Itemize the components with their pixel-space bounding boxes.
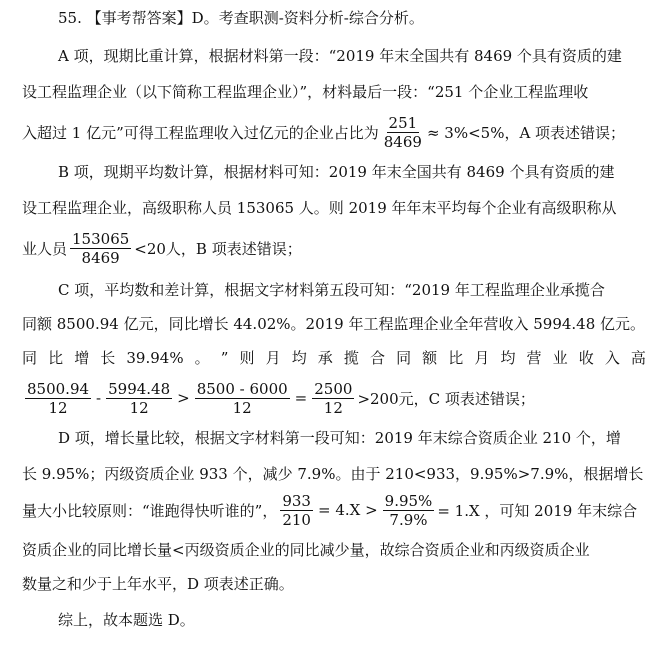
option-c-line-1: C 项，平均数和差计算，根据文字材料第五段可知：“2019 年工程监理企业承揽合 bbox=[58, 281, 605, 299]
fraction-numerator: 8500.94 bbox=[27, 379, 90, 398]
c-char: 39.94% bbox=[126, 349, 184, 367]
c-char: 额 bbox=[422, 349, 438, 367]
c-char: 营 bbox=[526, 349, 542, 367]
option-d-line-1: D 项，增长量比较，根据文字材料第一段可知：2019 年末综合资质企业 210 个，增 bbox=[58, 429, 621, 447]
fraction-numerator: 251 bbox=[388, 113, 418, 132]
fraction-denominator: 12 bbox=[129, 398, 149, 417]
option-b-line-1: B 项，现期平均数计算，根据材料可知：2019 年末全国共有 8469 个具有资质的建 bbox=[58, 163, 615, 181]
answer-letter: D。 bbox=[191, 9, 219, 27]
c-char: 月 bbox=[474, 349, 490, 367]
c-char: 则 bbox=[239, 349, 255, 367]
option-b-text-post: <20人，B 项表述错误； bbox=[134, 239, 302, 258]
c-char: 高 bbox=[630, 349, 646, 367]
fraction-denominator: 12 bbox=[48, 398, 68, 417]
c-char: 均 bbox=[291, 349, 307, 367]
fraction-numerator: 933 bbox=[282, 491, 311, 510]
option-c-line-3 bbox=[22, 346, 646, 370]
operator-minus: - bbox=[96, 389, 102, 407]
fraction-denominator: 8469 bbox=[383, 132, 422, 151]
fraction-denominator: 210 bbox=[282, 510, 311, 529]
operator-greater: > bbox=[177, 389, 190, 407]
option-b-fraction bbox=[70, 230, 131, 267]
option-b-line-3 bbox=[22, 226, 646, 270]
c-char: 比 bbox=[48, 349, 64, 367]
option-b-line-2: 设工程监理企业，高级职称人员 153065 人。则 2019 年年末平均每个企业有高级职称从 bbox=[22, 199, 617, 217]
c-fraction-3 bbox=[195, 380, 290, 417]
d-mid-expression: = 4.X > bbox=[317, 501, 378, 519]
answer-topic: 考查职测-资料分析-综合分析。 bbox=[218, 9, 424, 27]
question-number: 55. bbox=[58, 9, 82, 27]
c-fraction-2 bbox=[106, 380, 172, 417]
c-char: 合 bbox=[369, 349, 385, 367]
option-b-text-pre: 业人员 bbox=[22, 239, 68, 258]
c-char: 入 bbox=[604, 349, 620, 367]
operator-equals: = bbox=[294, 389, 308, 407]
d-fraction-2 bbox=[383, 492, 435, 529]
c-char: 长 bbox=[100, 349, 116, 367]
option-d-text-post: = 1.X ，可知 2019 年末综合 bbox=[437, 501, 638, 520]
answer-tag: 【事考帮答案】 bbox=[86, 9, 192, 27]
c-char: 。 bbox=[194, 349, 210, 367]
option-a-text-pre: 入超过 1 亿元”可得工程监理收入过亿元的企业占比为 bbox=[22, 123, 379, 142]
c-char: 增 bbox=[74, 349, 90, 367]
option-d-line-2: 长 9.95%；丙级资质企业 933 个，减少 7.9%。由于 210<933，9.95%>7.9%，根据增长 bbox=[22, 465, 644, 483]
fraction-numerator: 8500 - 6000 bbox=[196, 379, 288, 398]
option-d-text-pre: 量大小比较原则：“谁跑得快听谁的”， bbox=[22, 501, 278, 520]
c-char: 承 bbox=[317, 349, 333, 367]
c-char: 均 bbox=[500, 349, 516, 367]
option-a-line-1: A 项，现期比重计算，根据材料第一段：“2019 年末全国共有 8469 个具有资质的建 bbox=[58, 47, 622, 65]
c-char: ” bbox=[220, 349, 229, 367]
fraction-denominator: 7.9% bbox=[389, 510, 428, 529]
option-c-formula bbox=[22, 376, 646, 420]
fraction-denominator: 8469 bbox=[81, 248, 120, 267]
fraction-numerator: 9.95% bbox=[384, 491, 433, 510]
fraction-numerator: 2500 bbox=[314, 379, 353, 398]
option-d-line-3 bbox=[22, 488, 646, 532]
c-char: 揽 bbox=[343, 349, 359, 367]
c-char: 同 bbox=[22, 349, 38, 367]
option-c-text-post: >200元，C 项表述错误； bbox=[357, 389, 535, 408]
fraction-denominator: 12 bbox=[323, 398, 343, 417]
fraction-denominator: 12 bbox=[232, 398, 252, 417]
d-fraction-1 bbox=[280, 492, 313, 529]
c-char: 月 bbox=[265, 349, 281, 367]
question-header bbox=[58, 6, 646, 30]
option-d-line-4: 资质企业的同比增长量<丙级资质企业的同比减少量，故综合资质企业和丙级资质企业 bbox=[22, 541, 590, 559]
c-fraction-1 bbox=[25, 380, 91, 417]
conclusion: 综上，故本题选 D。 bbox=[58, 611, 195, 629]
option-c-line-2: 同额 8500.94 亿元，同比增长 44.02%。2019 年工程监理企业全年营收入 5994.48 亿元。 bbox=[22, 315, 646, 333]
option-a-fraction bbox=[382, 114, 424, 151]
c-char: 比 bbox=[448, 349, 464, 367]
option-a-line-2: 设工程监理企业（以下简称工程监理企业）”，材料最后一段：“251 个企业工程监理收 bbox=[22, 83, 589, 101]
c-char: 同 bbox=[396, 349, 412, 367]
fraction-numerator: 5994.48 bbox=[108, 379, 171, 398]
option-a-text-post: ≈ 3%<5%，A 项表述错误； bbox=[426, 123, 626, 142]
option-d-line-5: 数量之和少于上年水平，D 项表述正确。 bbox=[22, 575, 294, 593]
fraction-numerator: 153065 bbox=[72, 229, 130, 248]
c-fraction-4 bbox=[312, 380, 354, 417]
option-a-line-3 bbox=[22, 110, 646, 154]
c-char: 业 bbox=[552, 349, 568, 367]
c-char: 收 bbox=[578, 349, 594, 367]
